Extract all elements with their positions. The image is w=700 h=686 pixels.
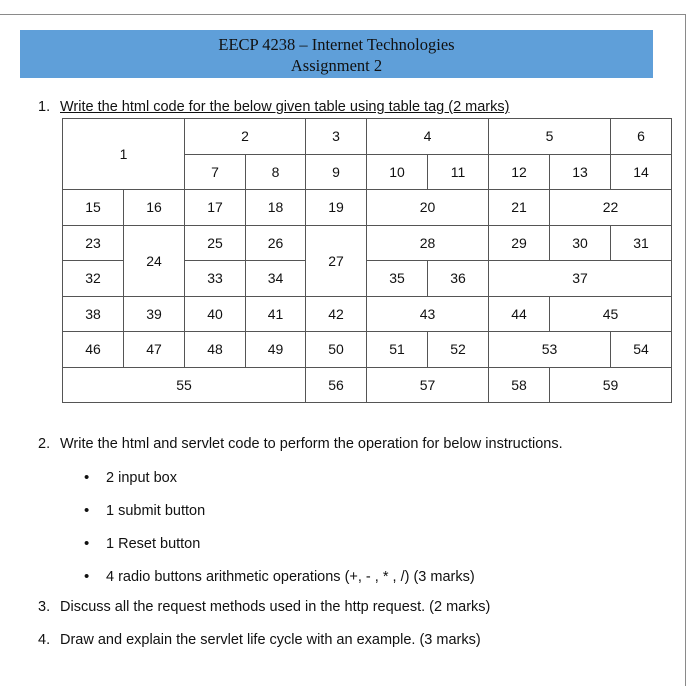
list-item: • 4 radio buttons arithmetic operations (+, - , * , /) (3 marks) (84, 569, 475, 602)
question-number: 4. (38, 632, 51, 648)
table-cell: 37 (489, 261, 672, 297)
table-cell: 25 (185, 225, 246, 261)
table-cell: 12 (489, 154, 550, 190)
question-text: Draw and explain the servlet life cycle with an example. (3 marks) (60, 632, 481, 648)
instruction-list (84, 470, 475, 602)
table-cell: 33 (185, 261, 246, 297)
table-cell: 32 (63, 261, 124, 297)
table-cell: 29 (489, 225, 550, 261)
table-cell: 24 (124, 225, 185, 296)
table-cell: 47 (124, 332, 185, 368)
table-cell: 10 (367, 154, 428, 190)
table-cell: 42 (306, 296, 367, 332)
question-3 (38, 599, 490, 615)
table-cell: 35 (367, 261, 428, 297)
table-cell: 53 (489, 332, 611, 368)
merged-cell-table (62, 118, 672, 403)
table-cell: 44 (489, 296, 550, 332)
table-cell: 31 (611, 225, 672, 261)
table-cell: 27 (306, 225, 367, 296)
table-cell: 43 (367, 296, 489, 332)
table-cell: 34 (246, 261, 306, 297)
table-cell: 7 (185, 154, 246, 190)
table-cell: 49 (246, 332, 306, 368)
question-4 (38, 632, 481, 648)
question-text: Write the html and servlet code to perform the operation for below instructions. (60, 436, 563, 452)
assignment-title: Assignment 2 (290, 56, 383, 75)
table-cell: 18 (246, 190, 306, 226)
table-cell: 13 (550, 154, 611, 190)
table-cell: 16 (124, 190, 185, 226)
table-cell: 58 (489, 367, 550, 403)
table-cell: 45 (550, 296, 672, 332)
table-cell: 48 (185, 332, 246, 368)
table-cell: 56 (306, 367, 367, 403)
course-title: EECP 4238 – Internet Technologies (218, 35, 455, 54)
table-cell: 40 (185, 296, 246, 332)
table-cell: 9 (306, 154, 367, 190)
list-item: • 1 Reset button (84, 536, 475, 569)
table-cell: 23 (63, 225, 124, 261)
table-cell: 5 (489, 119, 611, 155)
table-cell: 2 (185, 119, 306, 155)
assignment-header (20, 30, 653, 78)
question-1 (38, 99, 509, 115)
table-cell: 14 (611, 154, 672, 190)
table-cell: 8 (246, 154, 306, 190)
table-cell: 52 (428, 332, 489, 368)
table-cell: 26 (246, 225, 306, 261)
table-cell: 39 (124, 296, 185, 332)
table-cell: 28 (367, 225, 489, 261)
table-cell: 55 (63, 367, 306, 403)
table-cell: 6 (611, 119, 672, 155)
table-cell: 21 (489, 190, 550, 226)
table-cell: 1 (63, 119, 185, 190)
table-cell: 36 (428, 261, 489, 297)
list-item: • 2 input box (84, 470, 475, 503)
table-cell: 19 (306, 190, 367, 226)
table-cell: 3 (306, 119, 367, 155)
table-cell: 38 (63, 296, 124, 332)
question-2 (38, 436, 563, 452)
table-cell: 15 (63, 190, 124, 226)
table-cell: 4 (367, 119, 489, 155)
table-cell: 22 (550, 190, 672, 226)
question-number: 3. (38, 599, 51, 615)
table-cell: 30 (550, 225, 611, 261)
question-number: 2. (38, 436, 51, 452)
table-cell: 46 (63, 332, 124, 368)
question-number: 1. (38, 99, 51, 115)
table-cell: 50 (306, 332, 367, 368)
table-cell: 57 (367, 367, 489, 403)
question-text: Discuss all the request methods used in the http request. (2 marks) (60, 599, 491, 615)
table-cell: 54 (611, 332, 672, 368)
table-cell: 17 (185, 190, 246, 226)
table-cell: 11 (428, 154, 489, 190)
question-text: Write the html code for the below given table using table tag (2 marks) (60, 99, 510, 115)
table-cell: 51 (367, 332, 428, 368)
table-cell: 59 (550, 367, 672, 403)
table-cell: 41 (246, 296, 306, 332)
list-item: • 1 submit button (84, 503, 475, 536)
table-cell: 20 (367, 190, 489, 226)
